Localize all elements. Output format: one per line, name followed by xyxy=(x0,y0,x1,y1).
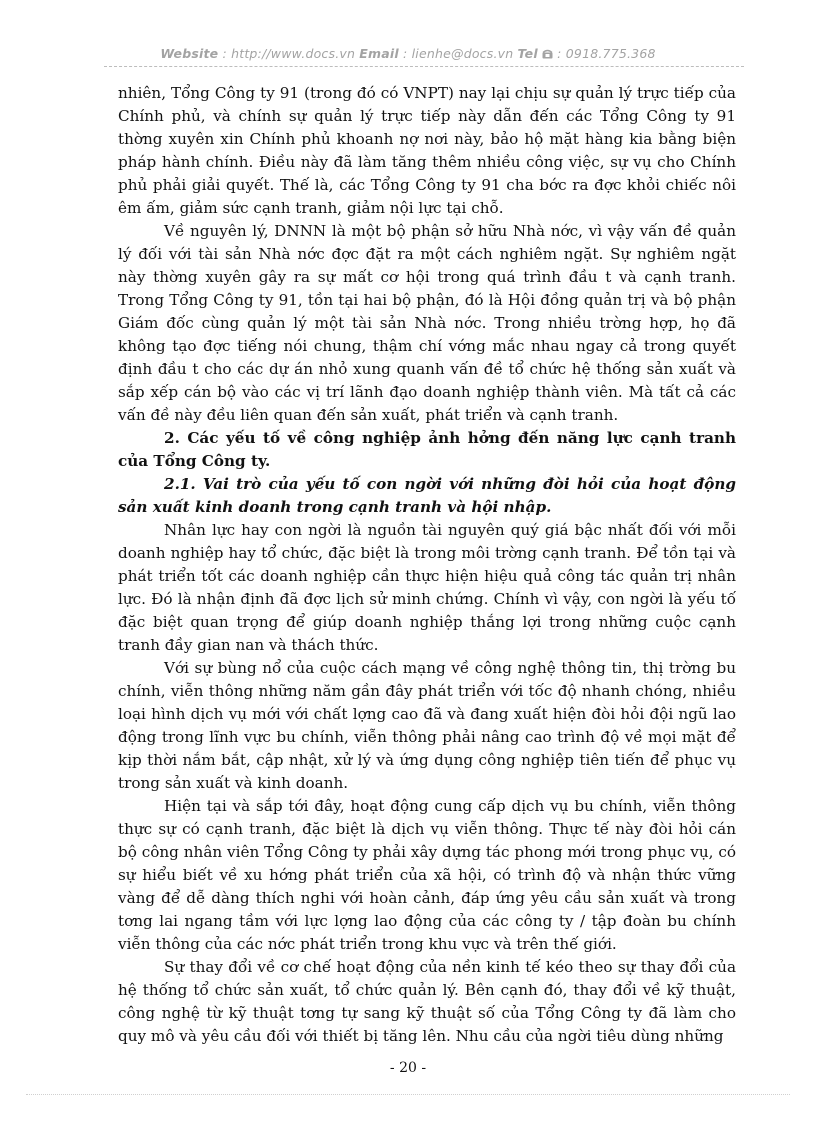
website-value: : http://www.docs.vn xyxy=(218,46,360,61)
footer-divider xyxy=(26,1094,790,1095)
paragraph-3: Nhân lực hay con ngời là nguồn tài nguyên quý giá bậc nhất đối với mỗi doanh nghiệp hay tổ chức, đặc biệt là trong môi trờng cạnh tranh. Để tồn tại và phát triển tốt các doanh nghiệp cần thực hiện hiệu quả công tác quản trị nhân lực. Đó là nhận định đã đợc lịch sử minh chứng. Chính vì vậy, con ngời là yếu tố đặc biệt quan trọng để giúp doanh nghiệp thắng lợi trong những cuộc cạnh tranh đầy gian nan và thách thức. xyxy=(118,521,736,654)
phone-icon xyxy=(542,46,553,61)
email-value: : lienhe@docs.vn xyxy=(398,46,518,61)
page-number: - 20 - xyxy=(389,1060,427,1076)
header-divider xyxy=(104,66,744,67)
paragraph-4: Với sự bùng nổ của cuộc cách mạng về công nghệ thông tin, thị trờng bu chính, viễn thông những năm gần đây phát triển với tốc độ nhanh chóng, nhiều loại hình dịch vụ mới với chất lợng cao đã và đang xuất hiện đòi hỏi đội ngũ lao động trong lĩnh vực bu chính, viễn thông phải nâng cao trình độ về mọi mặt để kịp thời nắm bắt, cập nhật, xử lý và ứng dụng công nghiệp tiên tiến để phục vụ trong sản xuất và kinh doanh. xyxy=(118,659,736,792)
tel-label: Tel xyxy=(517,46,538,61)
paragraph-6: Sự thay đổi về cơ chế hoạt động của nền kinh tế kéo theo sự thay đổi của hệ thống tổ chức sản xuất, tổ chức quản lý. Bên cạnh đó, thay đổi về kỹ thuật, công nghệ từ kỹ thuật tơng tự sang kỹ thuật số của Tổng Công ty đã làm cho quy mô và yêu cầu đối với thiết bị tăng lên. Nhu cầu của ngời tiêu dùng những xyxy=(118,958,736,1045)
email-label: Email xyxy=(359,46,399,61)
subsection-heading: 2.1. Vai trò của yếu tố con ngời với những đòi hỏi của hoạt động sản xuất kinh doanh trong cạnh tranh và hội nhập. xyxy=(118,475,736,516)
document-body xyxy=(118,82,736,1048)
paragraph-2: Về nguyên lý, DNNN là một bộ phận sở hữu Nhà nớc, vì vậy vấn đề quản lý đối với tài sản Nhà nớc đợc đặt ra một cách nghiêm ngặt. Sự nghiêm ngặt này thờng xuyên gây ra sự mất cơ hội trong quá trình đầu t và cạnh tranh. Trong Tổng Công ty 91, tồn tại hai bộ phận, đó là Hội đồng quản trị và bộ phận Giám đốc cùng quản lý một tài sản Nhà nớc. Trong nhiều trờng hợp, họ đã không tạo đợc tiếng nói chung, thậm chí vớng mắc nhau ngay cả trong quyết định đầu t cho các dự án nhỏ xung quanh vấn đề tổ chức hệ thống sản xuất và sắp xếp cán bộ vào các vị trí lãnh đạo doanh nghiệp thành viên. Mà tất cả các vấn đề này đều liên quan đến sản xuất, phát triển và cạnh tranh. xyxy=(118,222,736,424)
paragraph-5: Hiện tại và sắp tới đây, hoạt động cung cấp dịch vụ bu chính, viễn thông thực sự có cạnh tranh, đặc biệt là dịch vụ viễn thông. Thực tế này đòi hỏi cán bộ công nhân viên Tổng Công ty phải xây dựng tác phong mới trong phục vụ, có sự hiểu biết về xu hớng phát triển của xã hội, có trình độ và nhận thức vững vàng để dễ dàng thích nghi với hoàn cảnh, đáp ứng yêu cầu sản xuất và trong tơng lai ngang tầm với lực lợng lao động của các công ty / tập đoàn bu chính viễn thông của các nớc phát triển trong khu vực và trên thế giới. xyxy=(118,797,736,953)
section-heading: 2. Các yếu tố về công nghiệp ảnh hởng đến năng lực cạnh tranh của Tổng Công ty. xyxy=(118,429,736,470)
tel-value: : 0918.775.368 xyxy=(553,46,656,61)
website-label: Website xyxy=(160,46,219,61)
page-header xyxy=(0,46,816,61)
paragraph-1: nhiên, Tổng Công ty 91 (trong đó có VNPT) nay lại chịu sự quản lý trực tiếp của Chính phủ, và chính sự quản lý trực tiếp này dẫn đến các Tổng Công ty 91 thờng xuyên xin Chính phủ khoanh nợ nơi này, bảo hộ mặt hàng kia bằng biện pháp hành chính. Điều này đã làm tăng thêm nhiều công việc, sự vụ cho Chính phủ phải giải quyết. Thế là, các Tổng Công ty 91 cha bớc ra đợc khỏi chiếc nôi êm ấm, giảm sức cạnh tranh, giảm nội lực tại chỗ. xyxy=(118,84,736,217)
